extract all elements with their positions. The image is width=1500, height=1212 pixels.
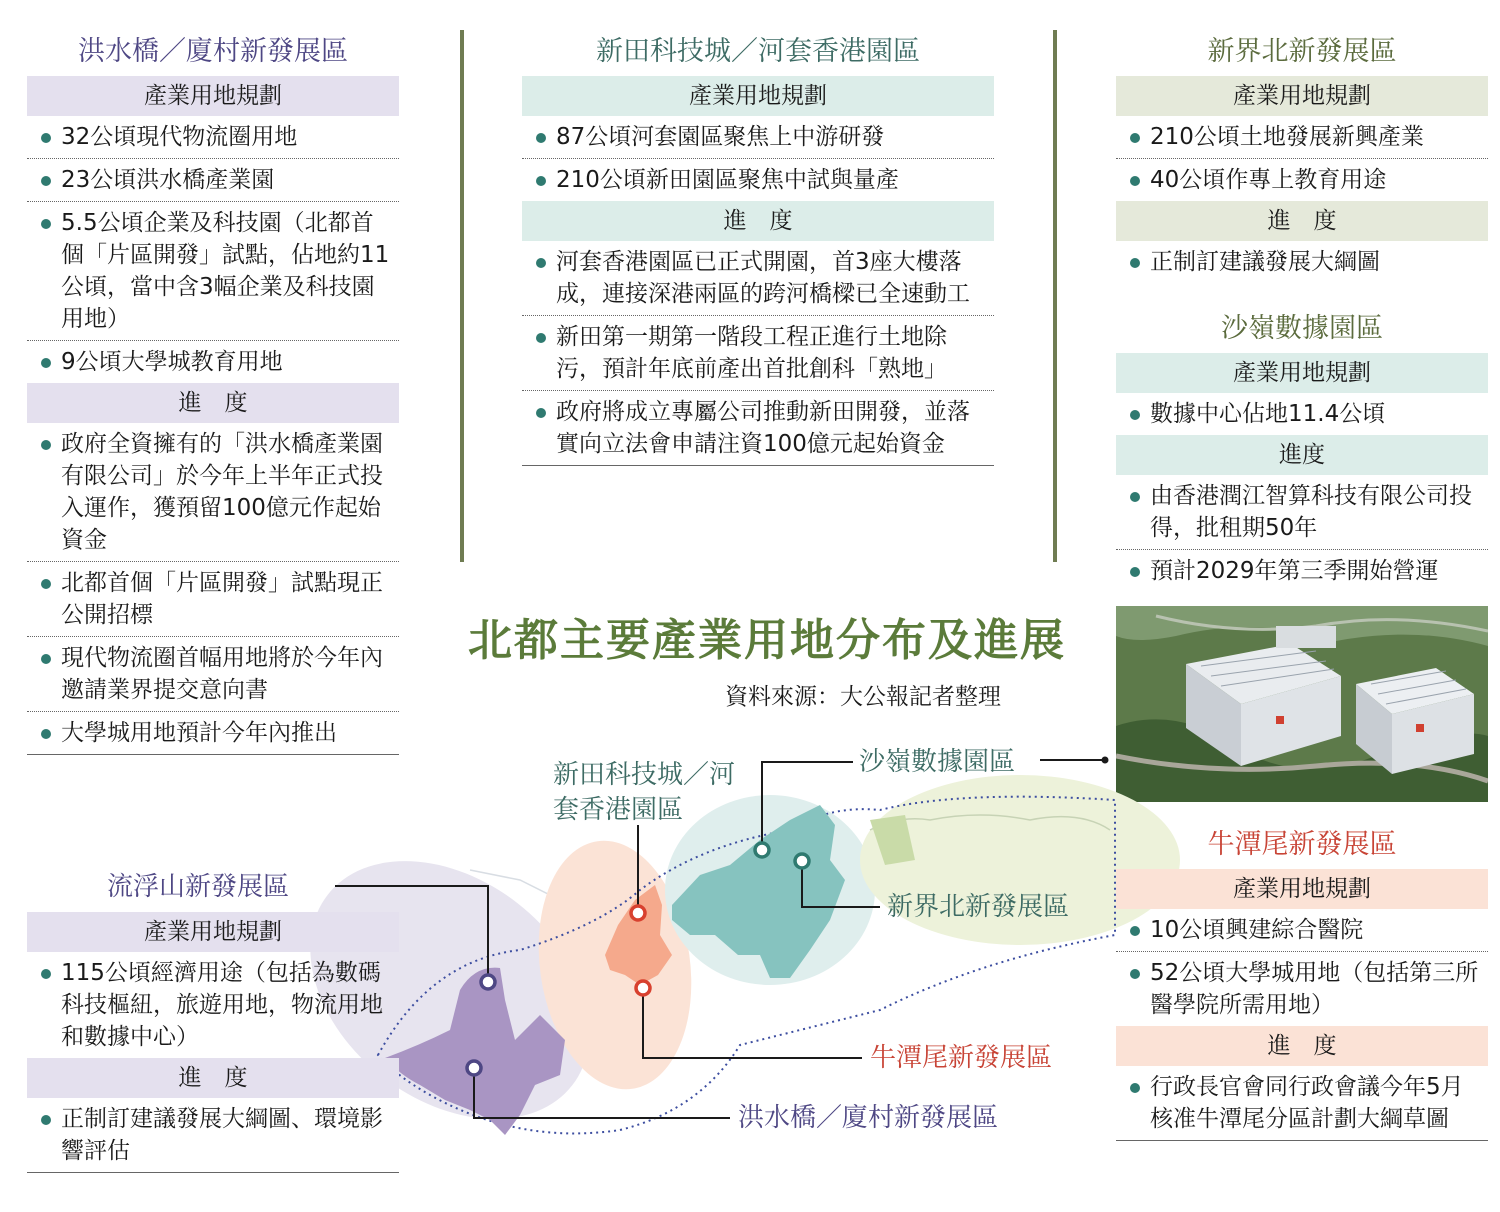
progress-band: 進 度 [1116, 1026, 1488, 1066]
panel-title: 牛潭尾新發展區 [1207, 829, 1397, 860]
list-item: 10公頃興建綜合醫院 [1116, 909, 1488, 952]
map-label-ntn: 新界北新發展區 [887, 892, 1070, 922]
bullet-icon [1130, 926, 1140, 936]
list-item: 現代物流圈首幅用地將於今年內邀請業界提交意向書 [27, 637, 399, 712]
list-item: 210公頃新田園區聚焦中試與量產 [522, 159, 994, 201]
list-item: 大學城用地預計今年內推出 [27, 712, 399, 755]
panel-title: 洪水橋／廈村新發展區 [78, 36, 348, 67]
progress-band: 進 度 [27, 1058, 399, 1098]
lfs-marker [481, 975, 495, 989]
list-item: 115公頃經濟用途（包括為數碼科技樞紐，旅遊用地，物流用地和數據中心） [27, 952, 399, 1058]
ntn-marker [795, 854, 809, 868]
map-label-lfs: 流浮山新發展區 [107, 872, 290, 902]
plan-band: 產業用地規劃 [1116, 353, 1488, 393]
main-title: 北都主要產業用地分布及進展 [468, 615, 1066, 666]
progress-band: 進 度 [522, 201, 994, 241]
list-item: 河套香港園區已正式開園，首3座大樓落成，連接深港兩區的跨河橋樑已全速動工 [522, 241, 994, 316]
bullet-icon [1130, 969, 1140, 979]
list-item: 政府全資擁有的「洪水橋產業園有限公司」於今年上半年正式投入運作，獲預留100億元作起始資金 [27, 423, 399, 562]
map-label-sl: 沙嶺數據園區 [859, 747, 1016, 777]
bullet-icon [1130, 1083, 1140, 1093]
list-item: 北都首個「片區開發」試點現正公開招標 [27, 562, 399, 637]
list-item: 預計2029年第三季開始營運 [1116, 550, 1488, 592]
plan-list [1116, 909, 1488, 1026]
photo-pointer-dot [1102, 757, 1109, 764]
list-item: 23公頃洪水橋產業園 [27, 159, 399, 202]
map-label-hsk: 洪水橋／廈村新發展區 [738, 1103, 999, 1133]
st-marker [631, 906, 645, 920]
progress-band: 進 度 [27, 383, 399, 423]
list-item: 40公頃作專上教育用途 [1116, 159, 1488, 201]
list-item: 正制訂建議發展大綱圖、環境影響評估 [27, 1098, 399, 1173]
bullet-icon [41, 969, 51, 979]
progress-list [27, 1098, 399, 1173]
sl-marker [755, 843, 769, 857]
list-item: 52公頃大學城用地（包括第三所醫學院所需用地） [1116, 952, 1488, 1026]
plan-band: 產業用地規劃 [1116, 869, 1488, 909]
panel-ltm [1116, 827, 1488, 1141]
list-item: 正制訂建議發展大綱圖 [1116, 241, 1488, 283]
panel-lfs [27, 912, 399, 1173]
list-item: 數據中心佔地11.4公頃 [1116, 393, 1488, 435]
source-note: 資料來源：大公報記者整理 [725, 684, 1001, 710]
list-item: 32公頃現代物流圈用地 [27, 116, 399, 159]
plan-band: 產業用地規劃 [522, 76, 994, 116]
list-item: 行政長官會同行政會議今年5月核准牛潭尾分區計劃大綱草圖 [1116, 1066, 1488, 1141]
map-label-ltm: 牛潭尾新發展區 [870, 1043, 1053, 1073]
progress-band: 進度 [1116, 435, 1488, 475]
list-item: 9公頃大學城教育用地 [27, 341, 399, 383]
list-item: 由香港潤江智算科技有限公司投得，批租期50年 [1116, 475, 1488, 550]
bullet-icon [41, 1115, 51, 1125]
list-item: 210公頃土地發展新興產業 [1116, 116, 1488, 159]
ltm-marker [636, 981, 650, 995]
plan-band: 產業用地規劃 [1116, 76, 1488, 116]
list-item: 5.5公頃企業及科技園（北都首個「片區開發」試點，佔地約11公頃，當中含3幅企業及科技園用地） [27, 202, 399, 341]
list-item: 政府將成立專屬公司推動新田開發，並落實向立法會申請注資100億元起始資金 [522, 391, 994, 466]
map-label-st: 新田科技城／河套香港園區 [553, 760, 736, 825]
list-item: 新田第一期第一階段工程正進行土地除污，預計年底前產出首批創科「熟地」 [522, 316, 994, 391]
panel-title: 新界北新發展區 [1207, 36, 1397, 67]
hsk-marker [467, 1061, 481, 1075]
progress-list [1116, 1066, 1488, 1141]
list-item: 87公頃河套園區聚焦上中游研發 [522, 116, 994, 159]
panel-title: 沙嶺數據園區 [1221, 313, 1383, 344]
plan-band: 產業用地規劃 [27, 912, 399, 952]
panel-title: 新田科技城／河套香港園區 [596, 36, 920, 67]
plan-list [27, 952, 399, 1058]
plan-band: 產業用地規劃 [27, 76, 399, 116]
progress-band: 進 度 [1116, 201, 1488, 241]
